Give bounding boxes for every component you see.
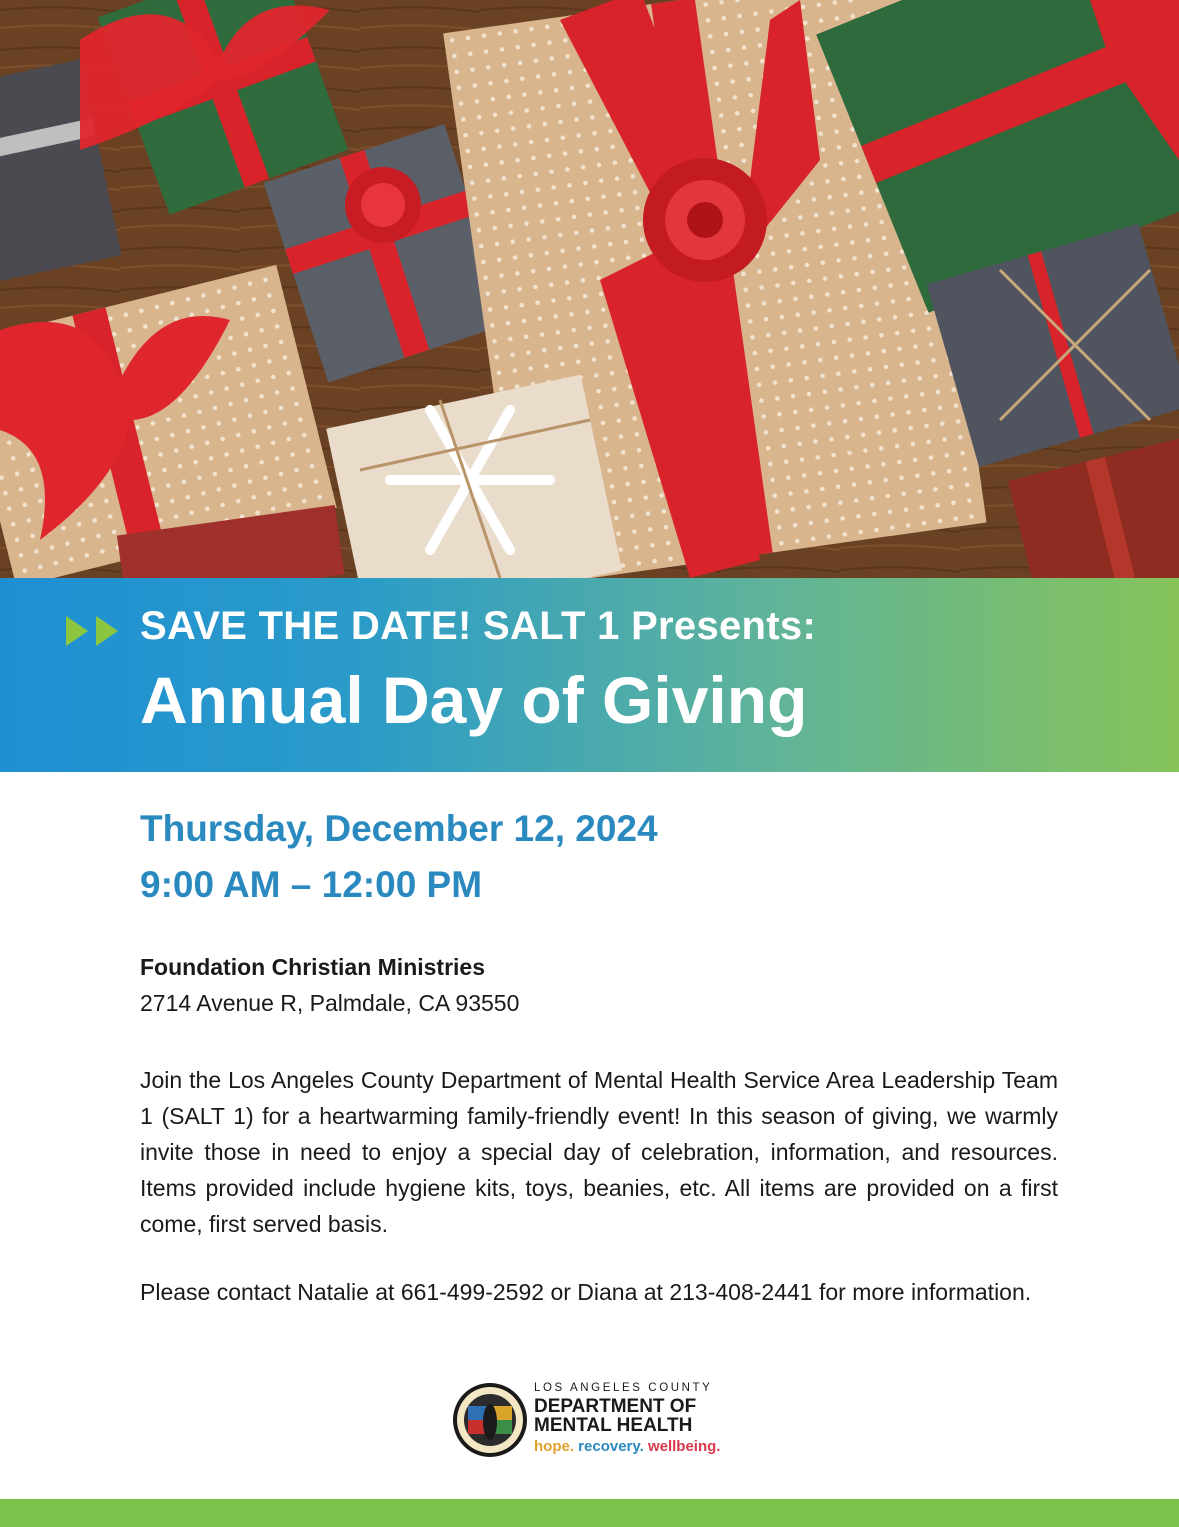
event-description: Join the Los Angeles County Department of Mental Health Service Area Leadership Team 1 (SALT 1) for a heartwarming family-friendly event! In this season of giving, we warmly invite those in need to enjoy a special day of celebration, information, and resources. Items provided include hygiene kits, toys, beanies, etc. All items are provided on a first come, first served basis. [140, 1067, 1058, 1237]
event-date: Thursday, December 12, 2024 [140, 808, 658, 849]
dmh-logo [452, 1382, 742, 1462]
event-venue: Foundation Christian Ministries [140, 954, 486, 980]
logo-mental-health-line: MENTAL HEALTH [534, 1415, 693, 1436]
hero-gift-photo [0, 0, 1179, 578]
tagline-recovery: recovery. [578, 1438, 644, 1455]
logo-tagline [534, 1438, 720, 1455]
county-seal-icon [452, 1382, 528, 1458]
page-title: Annual Day of Giving [140, 663, 808, 737]
double-arrow-icon [66, 616, 122, 646]
contact-info: Please contact Natalie at 661-499-2592 or Diana at 213-408-2441 for more information. [140, 1279, 1032, 1305]
event-address: 2714 Avenue R, Palmdale, CA 93550 [140, 990, 520, 1016]
gifts-illustration [0, 0, 1179, 578]
tagline-hope: hope. [534, 1438, 574, 1455]
footer-bar [0, 1499, 1179, 1527]
banner-kicker: SAVE THE DATE! SALT 1 Presents: [140, 604, 817, 648]
event-time: 9:00 AM – 12:00 PM [140, 864, 483, 905]
logo-department-line: DEPARTMENT OF [534, 1396, 697, 1417]
tagline-wellbeing: wellbeing. [647, 1438, 721, 1455]
logo-county-line: LOS ANGELES COUNTY [534, 1382, 713, 1394]
logo-wordmark [534, 1382, 720, 1455]
